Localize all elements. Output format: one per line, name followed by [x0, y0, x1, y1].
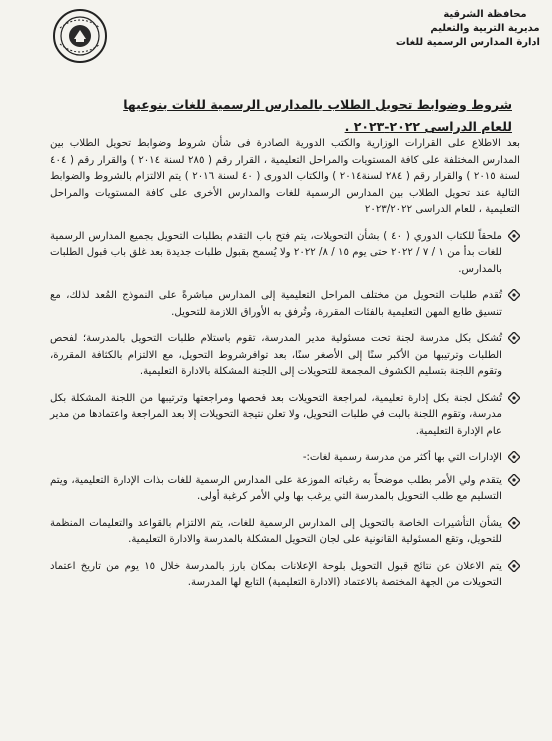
list-item	[50, 331, 520, 381]
list-item	[50, 450, 520, 467]
letterhead	[395, 8, 540, 50]
list-item-text: تُشكل بكل مدرسة لجنة تحت مسئولية مدير المدرسة، تقوم باستلام طلبات التحويل بالمدرسة؛ لفحص الطلبات وترتيبها من الأكبر سنًا إلى الأصغر سنًا، بعد توافرشروط التحويل، مع الالتزام بالكثافة المقررة، وتقوم اللجنة بتسليم الكشوف المجمعة للتحويلات إلى اللجنة المشكلة بالادارة التعليمية.	[50, 333, 502, 377]
list-item-text: ملحقاً للكتاب الدوري ( ٤٠ ) بشأن التحويلات، يتم فتح باب التقدم بطلبات التحويل بجميع المدارس الرسمية للغات بدأ من ١ / ٧ / ٢٠٢٢ حتى يوم ١٥ / ٨/ ٢٠٢٢ ولا يُسمح بقبول طلبات جديدة بعد غلق باب قبول الطلبات بالمدارس.	[50, 230, 502, 275]
letterhead-administration: ادارة المدارس الرسمية للغات	[395, 37, 540, 48]
diamond-bullet-icon	[508, 230, 520, 242]
intro-paragraph: بعد الاطلاع على القرارات الوزارية والكتب الدورية الصادرة فى شأن شروط وضوابط تحويل الطلاب بين المدارس المختلفة على كافة المستويات والمراحل التعليمية ، القرار رقم ( ٢٨٥ لسنة ٢٠١٤ ) والقرار رقم ( ٤٠٤ لسنة ٢٠١٥ ) والقرار رقم ( ٢٨٤ لسنة٢٠١٤ ) والكتاب الدورى ( ٤٠ لسنة ٢٠١٦ ) يتم الالتزام بالشروط والضوابط التالية عند تحويل الطلاب بين المدارس الرسمية للغات والمدارس الأخرى على كافة المستويات والمراحل التعليمية ، للعام الدراسى ٢٠٢٣/٢٠٢٢	[50, 138, 520, 215]
diamond-bullet-icon	[508, 289, 520, 301]
list-item-text: يتم الاعلان عن نتائج قبول التحويل بلوحة الإعلانات بمكان بارز بالمدرسة خلال ١٥ يوم من تاريخ اعتماد التحويلات من الجهة المختصة بالاعتماد (الادارة التعليمية) التابع لها المدرسة.	[50, 560, 503, 588]
document-body	[50, 136, 520, 602]
document-title	[32, 94, 512, 138]
list-item	[50, 516, 520, 549]
diamond-bullet-icon	[508, 332, 520, 344]
list-item	[50, 229, 520, 279]
list-item	[50, 288, 520, 321]
list-item-text: يتقدم ولي الأمر بطلب موضحاً به رغباته الموزعة على المدارس الرسمية للغات بذات الإدارة التعليمية، ويتم التسليم مع طلب التحويل بالمدرسة التي يرغب بها ولي الأمر كرغبة أولى.	[50, 474, 502, 502]
list-item-text: تُقدم طلبات التحويل من مختلف المراحل التعليمية إلى المدارس مباشرةً على النموذج المُعد لذلك، مع تنسيق طابع المهن التعليمية بالفئات المقررة، وتُرفق به الأوراق اللازمة للتحويل.	[50, 290, 502, 318]
diamond-bullet-icon	[508, 451, 520, 463]
list-item-text: الإدارات التي بها أكثر من مدرسة رسمية لغات:-	[302, 452, 502, 463]
list-item-text: تُشكل لجنة بكل إدارة تعليمية، لمراجعة التحويلات بعد فحصها ومراجعتها وترتيبها من اللجنة المشكلة بكل مدرسة، وتقوم اللجنة بالبت في طلبات التحويل، ولا تعلن نتيجة التحويلات إلا بعد المراجعة واعتمادها من مدير عام الإدارة التعليمية.	[50, 392, 502, 437]
letterhead-governorate: محافظة الشرقية	[443, 9, 527, 20]
diamond-bullet-icon	[508, 392, 520, 404]
diamond-bullet-icon	[508, 474, 520, 486]
list-item	[50, 559, 520, 592]
letterhead-directorate: مديرية التربية والتعليم	[430, 23, 540, 34]
list-item-text: يشأن التأشيرات الخاصة بالتحويل إلى المدارس الرسمية للغات، يتم الالتزام بالقواعد والتعليمات المنظمة للتحويل، وتقع المسئولية القانونية على لجان التحويل المشكلة بالمدرسة والادارة التعليمية.	[50, 517, 502, 545]
title-line-1: شروط وضوابط تحويل الطلاب بالمدارس الرسمية للغات بنوعيها	[123, 97, 512, 112]
directorate-seal-icon	[52, 8, 108, 64]
list-item	[50, 473, 520, 506]
title-line-2: للعام الدراسى ٢٠٢٢-٢٠٢٣ .	[344, 119, 512, 134]
list-item	[50, 391, 520, 441]
diamond-bullet-icon	[508, 560, 520, 572]
diamond-bullet-icon	[508, 517, 520, 529]
